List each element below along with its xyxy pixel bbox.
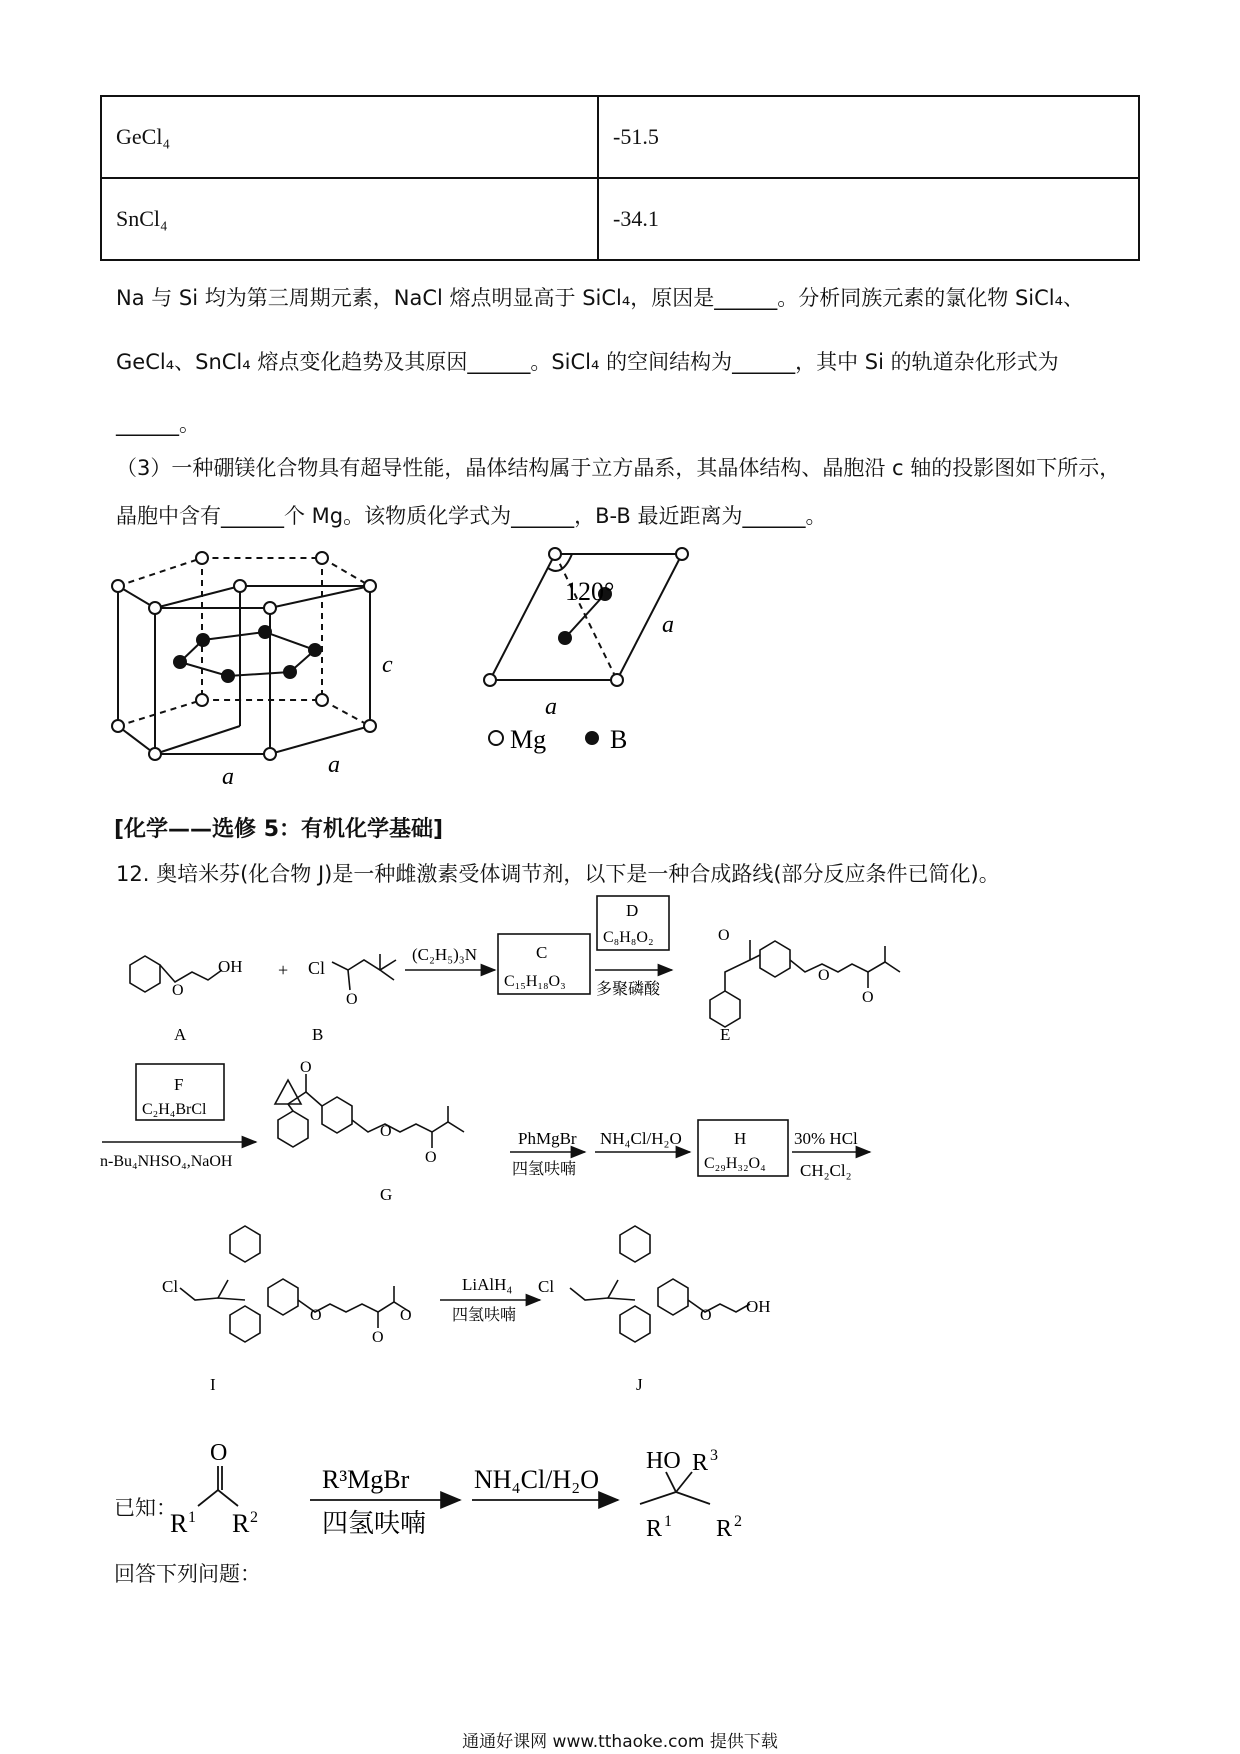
svg-text:OH: OH xyxy=(746,1297,771,1316)
svg-text:O: O xyxy=(818,967,830,984)
axis-c-label: c xyxy=(382,652,393,678)
label-C: C xyxy=(536,943,548,962)
footer: 通通好课网 www.tthaoke.com 提供下载 xyxy=(462,1732,778,1752)
compound-cell: SnCl₄ xyxy=(101,178,598,260)
reagent-phmgbr: PhMgBr xyxy=(518,1129,577,1148)
svg-text:Cl: Cl xyxy=(162,1277,179,1296)
melting-point-table xyxy=(100,95,1140,261)
axis-a-label: a xyxy=(222,764,234,790)
label-H: H xyxy=(734,1129,747,1148)
reagent-ptc: n-Bu₄NHSO₄,NaOH xyxy=(100,1153,233,1170)
legend-b: B xyxy=(610,725,628,754)
answer-prompt: 回答下列问题： xyxy=(114,1562,261,1586)
label-D: D xyxy=(626,901,639,920)
section-header: [化学——选修 5：有机化学基础] xyxy=(114,817,444,842)
axis-a-label: a xyxy=(328,752,340,778)
svg-text:R: R xyxy=(692,1450,709,1476)
svg-text:O: O xyxy=(380,1123,392,1140)
paragraph: Na 与 Si 均为第三周期元素，NaCl 熔点明显高于 SiCl₄，原因是______。分析同族元素的氯化物 SiCl₄、 xyxy=(116,286,1085,310)
reagent-thf: 四氢呋喃 xyxy=(512,1159,577,1178)
svg-text:2: 2 xyxy=(250,1509,258,1526)
svg-text:O: O xyxy=(372,1329,384,1346)
known-reaction xyxy=(170,1432,810,1542)
table-row xyxy=(101,178,1139,260)
svg-text:O: O xyxy=(300,1059,312,1076)
label-B: B xyxy=(312,1025,324,1044)
reagent-nh4cl: NH₄Cl/H₂O xyxy=(600,1129,682,1148)
label-F: F xyxy=(174,1075,184,1094)
paragraph: GeCl₄、SnCl₄ 熔点变化趋势及其原因______。SiCl₄ 的空间结构为______，其中 Si 的轨道杂化形式为 xyxy=(116,350,1059,374)
label-J: J xyxy=(636,1375,643,1394)
reagent-lialh4: LiAlH₄ xyxy=(462,1275,513,1294)
svg-text:O: O xyxy=(172,982,184,999)
legend-mg: Mg xyxy=(510,725,547,754)
formula-D: C₈H₈O₂ xyxy=(603,929,654,946)
known-reagent-grignard: R³MgBr xyxy=(322,1465,410,1494)
side-a-label: a xyxy=(545,694,557,720)
reagent-et3n: (C₂H₅)₃N xyxy=(412,945,477,964)
svg-text:O: O xyxy=(700,1307,712,1324)
svg-text:O: O xyxy=(425,1149,437,1166)
known-reagent-thf: 四氢呋喃 xyxy=(322,1509,427,1539)
svg-text:O: O xyxy=(210,1440,228,1466)
label-E: E xyxy=(720,1025,731,1044)
svg-text:+: + xyxy=(278,960,289,980)
reagent-dcm: CH₂Cl₂ xyxy=(800,1161,852,1180)
label-G: G xyxy=(380,1185,393,1204)
table-row xyxy=(101,96,1139,178)
svg-text:O: O xyxy=(862,989,874,1006)
question-12: 12. 奥培米芬(化合物 J)是一种雌激素受体调节剂，以下是一种合成路线(部分反应条件已简化)。 xyxy=(116,862,1000,886)
synthesis-scheme xyxy=(100,880,1140,1410)
svg-text:O: O xyxy=(310,1307,322,1324)
reagent-ppa: 多聚磷酸 xyxy=(596,979,661,998)
formula-H: C₂₉H₃₂O₄ xyxy=(704,1155,766,1172)
compound-cell: GeCl₄ xyxy=(101,96,598,178)
svg-text:HO: HO xyxy=(646,1448,681,1474)
svg-text:3: 3 xyxy=(710,1447,718,1464)
svg-text:R: R xyxy=(716,1516,733,1542)
svg-text:Cl: Cl xyxy=(538,1277,555,1296)
svg-text:1: 1 xyxy=(188,1509,196,1526)
svg-text:R: R xyxy=(646,1516,663,1542)
svg-text:O: O xyxy=(346,991,358,1008)
paragraph: 晶胞中含有______个 Mg。该物质化学式为______，B-B 最近距离为______。 xyxy=(116,504,827,528)
known-label: 已知： xyxy=(114,1496,177,1520)
formula-C: C₁₅H₁₈O₃ xyxy=(504,973,566,990)
svg-text:O: O xyxy=(400,1307,412,1324)
value-cell: -51.5 xyxy=(598,96,1139,178)
side-a-label: a xyxy=(662,612,674,638)
svg-text:R: R xyxy=(170,1509,188,1538)
known-reagent-nh4cl: NH₄Cl/H₂O xyxy=(474,1465,600,1494)
formula-F: C₂H₄BrCl xyxy=(142,1101,207,1118)
reagent-hcl: 30% HCl xyxy=(794,1129,858,1148)
svg-text:1: 1 xyxy=(664,1513,672,1530)
value-cell: -34.1 xyxy=(598,178,1139,260)
paragraph: （3）一种硼镁化合物具有超导性能，晶体结构属于立方晶系，其晶体结构、晶胞沿 c 轴的投影图如下所示， xyxy=(116,456,1121,480)
label-A: A xyxy=(174,1025,187,1044)
paragraph: ______。 xyxy=(116,412,200,436)
svg-text:O: O xyxy=(718,927,730,944)
angle-label: 120° xyxy=(565,577,615,606)
svg-text:OH: OH xyxy=(218,957,243,976)
reagent-thf-2: 四氢呋喃 xyxy=(452,1305,517,1324)
svg-text:2: 2 xyxy=(734,1513,742,1530)
crystal-structure-figure xyxy=(100,540,674,790)
svg-text:R: R xyxy=(232,1509,250,1538)
svg-text:Cl: Cl xyxy=(308,958,326,978)
label-I: I xyxy=(210,1375,216,1394)
